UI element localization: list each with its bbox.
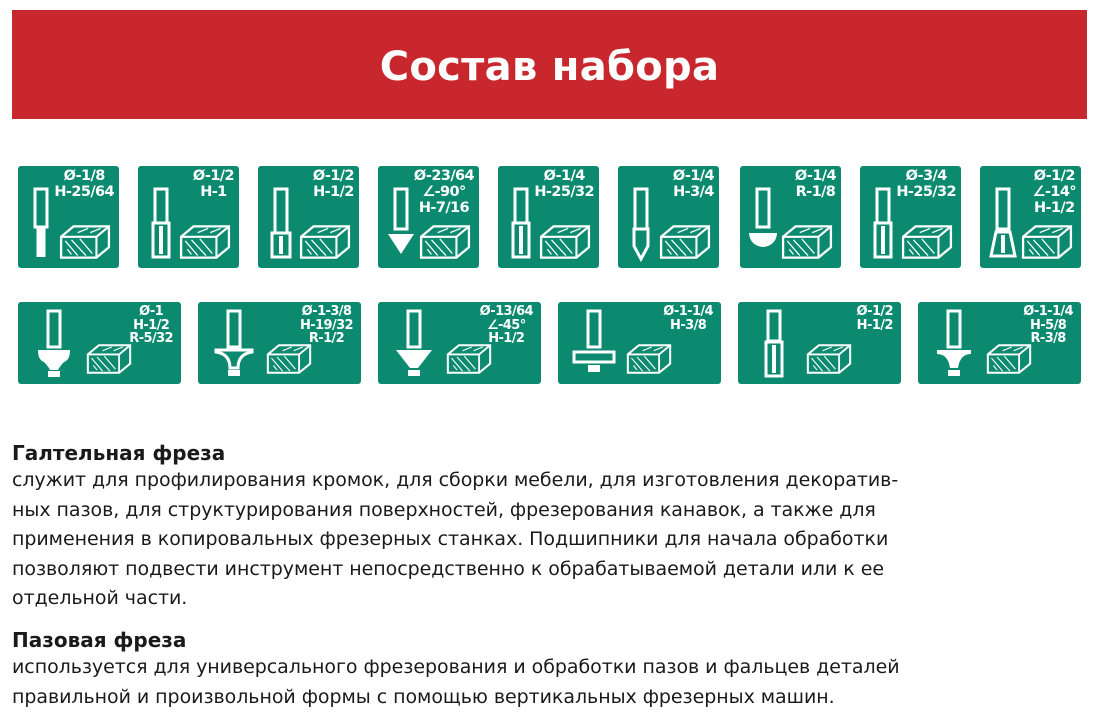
workpiece-profile-icon (179, 224, 231, 260)
bit-card (378, 166, 479, 268)
bit-spec-line: H-25/64 (54, 184, 114, 200)
section-cove-bit (12, 440, 1092, 614)
bit-spec-line: Ø-13/64 (479, 304, 533, 319)
bit-spec-line: R-1/2 (308, 331, 345, 346)
bit-spec-line: H-25/32 (896, 184, 956, 200)
bit-spec (54, 168, 114, 200)
bit-spec (414, 168, 474, 216)
workpiece-profile-icon (419, 224, 471, 260)
bit-card (378, 302, 541, 384)
bit-card (198, 302, 361, 384)
workpiece-profile-icon (901, 224, 953, 260)
point-bit-icon (624, 188, 658, 262)
bit-spec-line: Ø-1 (139, 304, 164, 319)
workpiece-profile-icon (986, 342, 1032, 376)
bit-card (138, 166, 239, 268)
section-body (12, 466, 1092, 614)
page-title: Состав набора (379, 44, 720, 90)
roundover-bit-icon (934, 310, 974, 380)
bit-card (980, 166, 1081, 268)
section-line: служит для профилирования кромок, для сборки мебели, для изготовления декоратив- (12, 469, 899, 491)
bit-spec-line: Ø-1/2 (856, 304, 893, 319)
bit-card (738, 302, 901, 384)
round-nose-bit-icon (746, 188, 780, 262)
chamfer-bit-icon (394, 310, 434, 380)
bit-spec-line: H-25/32 (534, 184, 594, 200)
workpiece-profile-icon (781, 224, 833, 260)
section-body (12, 653, 1092, 712)
section-line: используется для универсального фрезерования и обработки пазов и фальцев деталей (12, 656, 900, 678)
bit-spec-line: Ø-1/2 (312, 168, 354, 184)
bit-spec-line: R-5/32 (129, 331, 173, 346)
section-title: Пазовая фреза (12, 628, 187, 652)
bit-spec-line: H-7/16 (418, 200, 470, 216)
bit-card (860, 166, 961, 268)
workpiece-profile-icon (59, 224, 111, 260)
bit-spec-line: Ø-1/4 (543, 168, 585, 184)
workpiece-profile-icon (806, 342, 852, 376)
bit-card (740, 166, 841, 268)
slot-bit-icon (574, 310, 614, 380)
title-banner (12, 10, 1087, 119)
bit-spec-line: Ø-23/64 (413, 168, 474, 184)
section-title: Галтельная фреза (12, 441, 226, 465)
bit-spec-line: H-3/8 (670, 317, 707, 333)
bit-spec-line: Ø-1-1/4 (663, 304, 713, 319)
workpiece-profile-icon (446, 342, 492, 376)
workpiece-profile-icon (539, 224, 591, 260)
bit-spec (129, 305, 173, 346)
cove-bit-icon (214, 310, 254, 380)
bit-spec-line: ∠-14° (1032, 184, 1076, 200)
bit-spec (1023, 305, 1073, 346)
bit-spec-line: Ø-1-3/8 (301, 304, 352, 319)
section-line: применения в копировальных фрезерных станках. Подшипники для начала обработки (12, 528, 889, 550)
bit-spec-line: ∠-90° (422, 184, 466, 200)
bit-spec-line: R-3/8 (1030, 331, 1066, 346)
section-line: отдельной части. (12, 587, 188, 609)
workpiece-profile-icon (626, 342, 672, 376)
bit-spec-line: ∠-45° (486, 317, 526, 333)
bit-card (618, 166, 719, 268)
bit-spec-line: H-3/4 (673, 184, 714, 200)
bit-card (258, 166, 359, 268)
bit-spec-line: Ø-3/4 (905, 168, 947, 184)
roman-ogee-bit-icon (34, 310, 74, 380)
bit-spec (795, 168, 836, 200)
bit-spec-line: R-1/8 (795, 184, 836, 200)
bit-spec-line: Ø-1-1/4 (1023, 304, 1073, 319)
bit-spec-line: H-1 (200, 184, 227, 200)
section-slot-bit (12, 627, 1092, 712)
bit-spec (480, 305, 533, 346)
straight-small-bit-icon (24, 188, 58, 262)
bit-spec-line: Ø-1/4 (672, 168, 714, 184)
straight-wide-bit-icon (144, 188, 178, 262)
bit-card (498, 166, 599, 268)
dovetail-bit-icon (986, 188, 1020, 262)
bit-spec-line: H-1/2 (488, 331, 525, 346)
straight-wide-bit-icon (866, 188, 900, 262)
bit-spec-line: Ø-1/4 (794, 168, 836, 184)
bit-spec (534, 168, 594, 200)
bit-spec-line: H-5/8 (1030, 317, 1067, 333)
workpiece-profile-icon (266, 342, 312, 376)
straight-wide-bit-icon (504, 188, 538, 262)
straight-short-bit-icon (264, 188, 298, 262)
workpiece-profile-icon (86, 342, 132, 376)
workpiece-profile-icon (299, 224, 351, 260)
bit-card (918, 302, 1081, 384)
flush-bit-icon (754, 310, 794, 380)
bit-spec-line: Ø-1/8 (63, 168, 105, 184)
bit-spec (300, 305, 353, 346)
bit-spec (896, 168, 956, 200)
bit-spec-line: H-1/2 (313, 184, 354, 200)
bit-spec (663, 305, 713, 332)
v-groove-bit-icon (384, 188, 418, 262)
bit-card (558, 302, 721, 384)
section-line: правильной и произвольной формы с помощью вертикальных фрезерных машин. (12, 685, 835, 708)
bit-spec-line: Ø-1/2 (192, 168, 234, 184)
bit-spec-line: Ø-1/2 (1033, 168, 1075, 184)
bit-spec (1033, 168, 1076, 216)
bit-card (18, 302, 181, 384)
bit-spec (673, 168, 714, 200)
workpiece-profile-icon (1021, 224, 1073, 260)
workpiece-profile-icon (659, 224, 711, 260)
bit-spec-line: H-1/2 (856, 317, 893, 333)
bit-spec (856, 305, 893, 332)
bit-card (18, 166, 119, 268)
bit-spec-line: H-1/2 (1033, 200, 1075, 216)
bit-spec (193, 168, 234, 200)
bit-spec-line: H-1/2 (133, 317, 170, 333)
bit-spec (313, 168, 354, 200)
section-line: ных пазов, для структурирования поверхностей, фрезерования канавок, а также для (12, 498, 876, 521)
section-line: позволяют подвести инструмент непосредственно к обрабатываемой детали или к ее (12, 557, 884, 580)
bit-spec-line: H-19/32 (299, 317, 353, 333)
